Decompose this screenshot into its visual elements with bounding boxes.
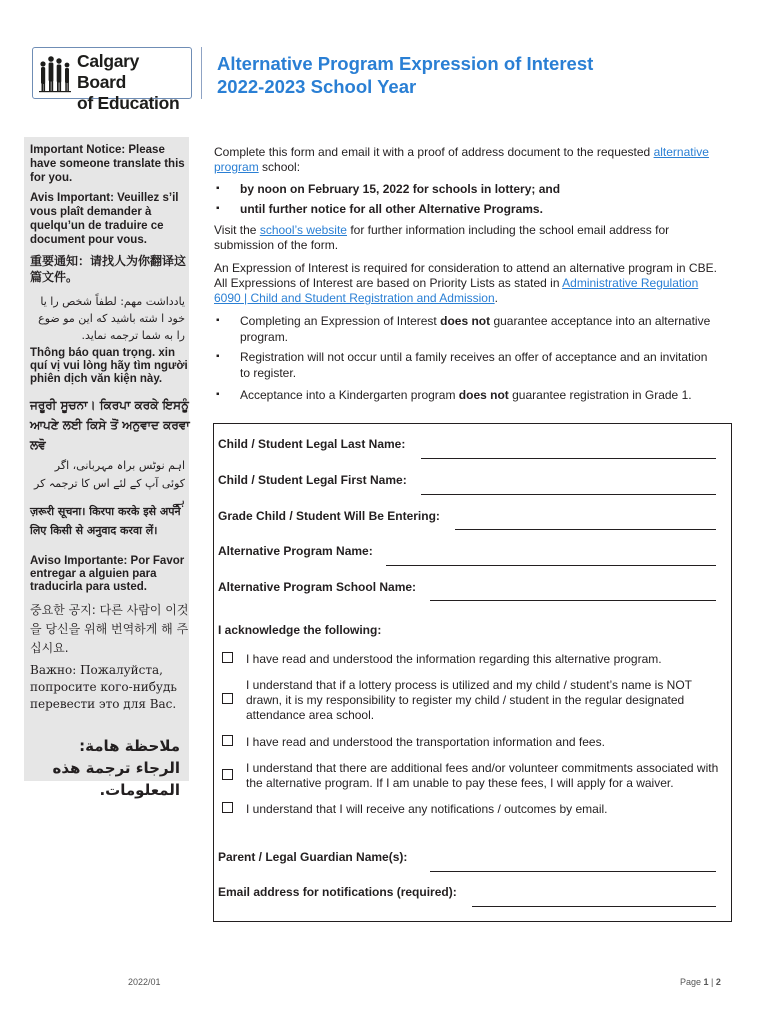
people-logo-icon <box>37 53 73 93</box>
email-label: Email address for notifications (required): <box>218 885 457 899</box>
notice-russian: Важно: Пожалуйста, попросите кого-нибудь перевести это для Вас. <box>30 663 177 711</box>
logo-line-2: of Education <box>77 93 180 113</box>
guardian-name-field[interactable] <box>430 871 716 872</box>
acknowledge-text-1: I have read and understood the information regarding this alternative program. <box>246 652 662 666</box>
info-text-3 <box>240 387 720 403</box>
notice-farsi: یادداشت مهم: لطفاً شخص را یا خود ا شته باشید که این مو ضوع را به شما ترجمه نماید. <box>38 295 185 342</box>
regulation-6090-link[interactable]: Administrative Regulation 6090 | Child and Student Registration and Admission <box>214 276 699 305</box>
page-title <box>217 52 593 98</box>
acknowledge-checkbox-3[interactable] <box>222 735 233 746</box>
website-text-end: for further information including the school email address for submission of the form. <box>214 223 670 252</box>
program-name-field[interactable] <box>386 565 716 566</box>
info-text-1b: guarantee acceptance into an alternative program. <box>240 314 711 344</box>
notice-korean: 중요한 공지: 다른 사람이 이것을 당신을 위해 번역하게 해 주십시요. <box>30 603 189 655</box>
intro-text: Complete this form and email it with a proof of address document to the requested <box>214 145 654 159</box>
notice-vietnamese: Thông báo quan trọng. xin quí vị vui lòng hãy tìm người phiên dịch văn kiện này. <box>30 347 188 385</box>
school-website-link[interactable]: school’s website <box>259 223 347 237</box>
first-name-label: Child / Student Legal First Name: <box>218 473 407 487</box>
notice-french: Avis Important: Veuillez s’il vous plaît demander à quelqu’un de traduire ce document pour vous. <box>30 192 179 246</box>
page-current: 1 <box>703 977 709 987</box>
notice-punjabi: ਜਰੂਰੀ ਸੂਚਨਾ। ਕਿਰਪਾ ਕਰਕੇ ਇਸਨੂੰ ਆਪਣੇ ਲਈ ਕਿਸੇ ਤੋਂ ਅਨੁਵਾਦ ਕਰਵਾ ਲਵੋ <box>30 398 190 452</box>
email-field[interactable] <box>472 906 716 907</box>
program-name-label: Alternative Program Name: <box>218 544 373 558</box>
page-separator: | <box>708 977 716 987</box>
translation-notice-panel <box>24 137 190 799</box>
notice-arabic: ملاحظة هامة: الرجاء ترجمة هذه المعلومات. <box>52 737 180 799</box>
page-label: Page <box>680 977 704 987</box>
grade-label: Grade Child / Student Will Be Entering: <box>218 509 440 523</box>
logo-line-1: Calgary Board <box>77 51 140 92</box>
website-text: Visit the <box>214 223 260 237</box>
acknowledge-text-2: I understand that if a lottery process is utilized and my child / student’s name is NOT drawn, it is my responsibility to register my child / student in the regular designated attendance area school. <box>246 678 692 722</box>
revision-date: 2022/01 <box>128 977 161 987</box>
info-text-1a: Completing an Expression of Interest <box>240 314 441 328</box>
acknowledge-text-3: I have read and understood the transportation information and fees. <box>246 735 605 749</box>
notice-spanish: Aviso Importante: Por Favor entregar a alguien para traducirla para usted. <box>30 555 185 593</box>
website-paragraph <box>214 223 724 253</box>
notice-chinese: 重要通知：请找人为你翻译这篇文件。 <box>30 254 187 284</box>
bullet-icon: ▪ <box>216 183 220 194</box>
notice-english: Important Notice: Please have someone translate this for you. <box>30 144 185 184</box>
page-number <box>680 977 721 987</box>
title-line-2: 2022-2023 School Year <box>217 76 417 97</box>
school-name-label: Alternative Program School Name: <box>218 580 417 594</box>
info-text-1 <box>240 313 720 345</box>
alternative-program-link[interactable]: alternative program <box>214 145 709 174</box>
first-name-field[interactable] <box>421 494 716 495</box>
info-text-3a: Acceptance into a Kindergarten program <box>240 388 459 402</box>
header-divider <box>201 47 202 99</box>
grade-field[interactable] <box>455 529 716 530</box>
bullet-icon: ▪ <box>216 203 220 214</box>
acknowledge-checkbox-4[interactable] <box>222 769 233 780</box>
info-text-1-bold: does not <box>440 314 491 328</box>
eoi-text: An Expression of Interest is required for consideration to attend an alternative program in CBE. All Expressions of Interest are based on Priority Lists as stated in <box>214 261 717 290</box>
intro-paragraph <box>214 145 724 175</box>
last-name-field[interactable] <box>421 458 716 459</box>
logo-wordmark <box>77 51 191 114</box>
acknowledge-heading: I acknowledge the following: <box>218 623 382 637</box>
guardian-name-label: Parent / Legal Guardian Name(s): <box>218 850 408 864</box>
acknowledge-checkbox-2[interactable] <box>222 693 233 704</box>
notice-urdu: اہم نوٹس براہ مہربانی، اگر کوئی آپ کے لئے اس کا ترجمہ کر ہے <box>34 459 185 508</box>
bullet-icon: ▪ <box>216 351 220 362</box>
eoi-text-end: . <box>494 291 498 305</box>
bullet-icon: ▪ <box>216 315 220 326</box>
info-text-2: Registration will not occur until a family receives an offer of acceptance and an invitation to register. <box>240 350 708 380</box>
acknowledge-text-4: I understand that there are additional fees and/or volunteer commitments associated with the alternative program. If I am unable to pay these fees, I will apply for a waiver. <box>246 761 719 790</box>
title-line-1: Alternative Program Expression of Interest <box>217 53 594 74</box>
cbe-logo <box>32 47 192 113</box>
notice-hindi: ज़रूरी सूचना। किरपा करके इसे अपने लिए किसी से अनुवाद करवा लें। <box>30 505 181 537</box>
expression-of-interest-form <box>213 423 732 922</box>
info-text-3b: guarantee registration in Grade 1. <box>508 388 692 402</box>
acknowledge-text-5: I understand that I will receive any notifications / outcomes by email. <box>246 802 608 816</box>
last-name-label: Child / Student Legal Last Name: <box>218 437 406 451</box>
eoi-paragraph <box>214 261 724 306</box>
school-name-field[interactable] <box>430 600 716 601</box>
acknowledge-checkbox-5[interactable] <box>222 802 233 813</box>
deadline-text-1: by noon on February 15, 2022 for schools in lottery; and <box>240 182 561 196</box>
deadline-text-2: until further notice for all other Alternative Programs. <box>240 202 543 216</box>
info-text-3-bold: does not <box>458 388 509 402</box>
page-total: 2 <box>715 977 721 987</box>
intro-text-end: school: <box>258 160 301 174</box>
acknowledge-checkbox-1[interactable] <box>222 652 233 663</box>
bullet-icon: ▪ <box>216 389 220 400</box>
